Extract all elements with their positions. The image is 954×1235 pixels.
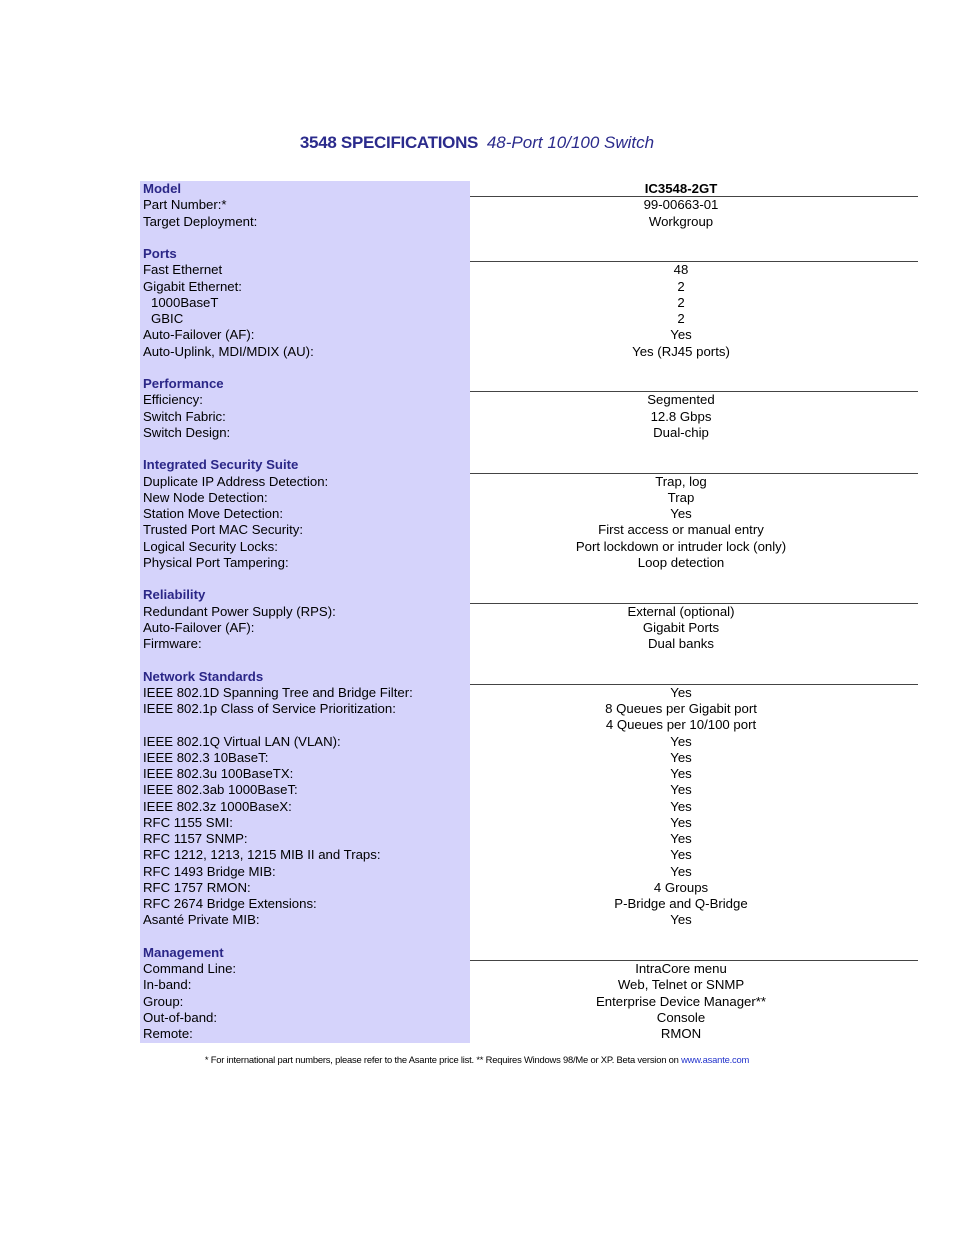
spec-label: New Node Detection: — [143, 489, 268, 505]
spec-value: Segmented — [647, 392, 715, 408]
spec-row — [140, 197, 918, 213]
section-header — [140, 376, 918, 392]
spec-label: Command Line: — [143, 961, 237, 976]
spec-label: Firmware: — [143, 636, 202, 651]
spec-label: RFC 1157 SNMP: — [143, 831, 248, 846]
spec-value: Yes — [670, 814, 692, 830]
spec-label: IEEE 802.3u 100BaseTX: — [143, 766, 294, 781]
section-heading: Network Standards — [143, 668, 264, 684]
spec-value: 99-00663-01 — [643, 197, 719, 213]
spec-row — [140, 604, 918, 620]
section-header — [140, 945, 918, 961]
spec-label: Part Number:* — [143, 197, 227, 213]
spec-value: IntraCore menu — [635, 961, 727, 976]
spec-label: Duplicate IP Address Detection: — [143, 473, 329, 489]
spec-row — [140, 539, 918, 555]
spec-row — [140, 474, 918, 490]
spec-value: Yes — [670, 749, 692, 765]
spec-table — [140, 181, 918, 1042]
spec-value: Port lockdown or intruder lock (only) — [575, 538, 787, 554]
spec-value: Yes — [670, 831, 692, 846]
section-heading-value: IC3548-2GT — [644, 181, 718, 196]
spec-label: Trusted Port MAC Security: — [143, 522, 304, 538]
spec-label: Asanté Private MIB: — [143, 912, 260, 928]
spec-value: Yes — [670, 863, 692, 879]
spec-row — [140, 717, 918, 733]
spec-row — [140, 344, 918, 360]
section-spacer — [140, 360, 918, 376]
spec-row — [140, 620, 918, 636]
spec-value: Enterprise Device Manager** — [595, 993, 767, 1009]
spec-value: 4 Groups — [653, 879, 709, 895]
section-spacer — [140, 929, 918, 945]
spec-row — [140, 1010, 918, 1026]
spec-row — [140, 425, 918, 441]
section-heading: Integrated Security Suite — [143, 457, 299, 473]
title-subtitle: 48-Port 10/100 Switch — [486, 133, 655, 152]
spec-label: IEEE 802.1p Class of Service Prioritization: — [143, 701, 396, 716]
section-spacer — [140, 652, 918, 668]
spec-value: Loop detection — [637, 554, 725, 570]
section-heading: Management — [143, 944, 224, 960]
spec-value: Yes — [670, 506, 692, 521]
spec-row — [140, 392, 918, 408]
spec-value: External (optional) — [627, 603, 735, 619]
spec-row — [140, 311, 918, 327]
spec-row — [140, 880, 918, 896]
spec-label: Group: — [143, 993, 184, 1009]
spec-row — [140, 977, 918, 993]
section-heading: Reliability — [143, 587, 206, 603]
spec-label: Efficiency: — [143, 392, 203, 408]
spec-label: Auto-Failover (AF): — [143, 327, 255, 343]
spec-label: RFC 2674 Bridge Extensions: — [143, 896, 317, 911]
spec-row — [140, 522, 918, 538]
spec-row — [140, 766, 918, 782]
spec-label: Out-of-band: — [143, 1009, 218, 1025]
section-header — [140, 457, 918, 473]
spec-value: 12.8 Gbps — [650, 408, 712, 424]
spec-row — [140, 490, 918, 506]
spec-label: Target Deployment: — [143, 213, 258, 229]
spec-label: RFC 1212, 1213, 1215 MIB II and Traps: — [143, 847, 381, 863]
spec-row — [140, 214, 918, 230]
spec-row — [140, 506, 918, 522]
spec-row — [140, 750, 918, 766]
spec-label: RFC 1155 SMI: — [143, 814, 233, 830]
title-main: 3548 SPECIFICATIONS — [299, 133, 479, 152]
spec-row — [140, 815, 918, 831]
spec-row — [140, 1026, 918, 1042]
spec-label: IEEE 802.1D Spanning Tree and Bridge Filter: — [143, 684, 413, 700]
spec-label: Switch Design: — [143, 424, 231, 440]
spec-value: First access or manual entry — [598, 522, 764, 538]
section-spacer — [140, 441, 918, 457]
spec-value: 2 — [677, 278, 685, 294]
spec-label: 1000BaseT — [151, 294, 219, 310]
spec-row — [140, 961, 918, 977]
section-header — [140, 246, 918, 262]
spec-label: IEEE 802.1Q Virtual LAN (VLAN): — [143, 733, 341, 749]
spec-label: Physical Port Tampering: — [143, 554, 289, 570]
spec-value: 2 — [677, 294, 685, 310]
spec-value: 4 Queues per 10/100 port — [605, 717, 757, 733]
spec-row — [140, 555, 918, 571]
section-heading: Ports — [143, 246, 177, 261]
spec-value: RMON — [660, 1026, 702, 1041]
spec-value: Gigabit Ports — [642, 619, 720, 635]
spec-value: Yes (RJ45 ports) — [632, 343, 730, 359]
spec-row — [140, 295, 918, 311]
spec-value: Yes — [670, 766, 692, 781]
spec-label: Auto-Uplink, MDI/MDIX (AU): — [143, 343, 314, 359]
spec-value: Yes — [670, 733, 692, 749]
footnote-text: * For international part numbers, please refer to the Asante price list. ** Requires Windows 98/Me or XP. Beta version on — [204, 1054, 682, 1065]
spec-value: 48 — [673, 262, 689, 278]
footnote-link[interactable]: www.asante.com — [681, 1054, 750, 1065]
spec-row — [140, 864, 918, 880]
section-header — [140, 587, 918, 603]
spec-value: 8 Queues per Gigabit port — [605, 701, 757, 716]
spec-value: Yes — [670, 327, 692, 343]
section-heading: Model — [143, 181, 182, 196]
spec-label: IEEE 802.3 10BaseT: — [143, 749, 269, 765]
spec-value: Yes — [670, 847, 692, 863]
spec-label: Station Move Detection: — [143, 506, 284, 521]
spec-row — [140, 847, 918, 863]
section-header — [140, 181, 918, 197]
section-spacer — [140, 230, 918, 246]
spec-row — [140, 262, 918, 278]
spec-row — [140, 636, 918, 652]
spec-label: RFC 1757 RMON: — [143, 879, 251, 895]
spec-value: Yes — [670, 912, 692, 928]
spec-row — [140, 409, 918, 425]
spec-row — [140, 701, 918, 717]
spec-row — [140, 782, 918, 798]
spec-row — [140, 831, 918, 847]
spec-label: Logical Security Locks: — [143, 538, 278, 554]
spec-label: Switch Fabric: — [143, 408, 226, 424]
spec-label: Auto-Failover (AF): — [143, 619, 255, 635]
spec-label: RFC 1493 Bridge MIB: — [143, 863, 276, 879]
section-spacer — [140, 571, 918, 587]
spec-label: GBIC — [151, 311, 184, 326]
spec-value: Yes — [670, 798, 692, 814]
spec-label: Remote: — [143, 1026, 193, 1041]
section-header — [140, 669, 918, 685]
page-title — [0, 133, 954, 153]
spec-value: Yes — [670, 684, 692, 700]
spec-label: In-band: — [143, 977, 192, 993]
spec-value: Dual-chip — [653, 424, 709, 440]
spec-value: Web, Telnet or SNMP — [617, 977, 745, 993]
spec-value: P-Bridge and Q-Bridge — [614, 896, 748, 911]
spec-row — [140, 799, 918, 815]
spec-row — [140, 994, 918, 1010]
spec-row — [140, 685, 918, 701]
spec-row — [140, 327, 918, 343]
spec-value: Dual banks — [648, 636, 714, 651]
spec-label: IEEE 802.3ab 1000BaseT: — [143, 782, 298, 798]
spec-label: Redundant Power Supply (RPS): — [143, 603, 336, 619]
spec-row — [140, 912, 918, 928]
spec-value: Workgroup — [648, 213, 714, 229]
section-heading: Performance — [143, 376, 224, 391]
spec-label: Fast Ethernet — [143, 262, 223, 278]
spec-row — [140, 734, 918, 750]
spec-value: 2 — [677, 311, 685, 326]
spec-value: Trap — [667, 489, 695, 505]
spec-label: IEEE 802.3z 1000BaseX: — [143, 798, 292, 814]
spec-value: Yes — [670, 782, 692, 798]
spec-row — [140, 896, 918, 912]
spec-value: Console — [656, 1009, 706, 1025]
footnote — [0, 1054, 954, 1065]
spec-value: Trap, log — [655, 473, 707, 489]
spec-label: Gigabit Ethernet: — [143, 278, 242, 294]
spec-row — [140, 279, 918, 295]
